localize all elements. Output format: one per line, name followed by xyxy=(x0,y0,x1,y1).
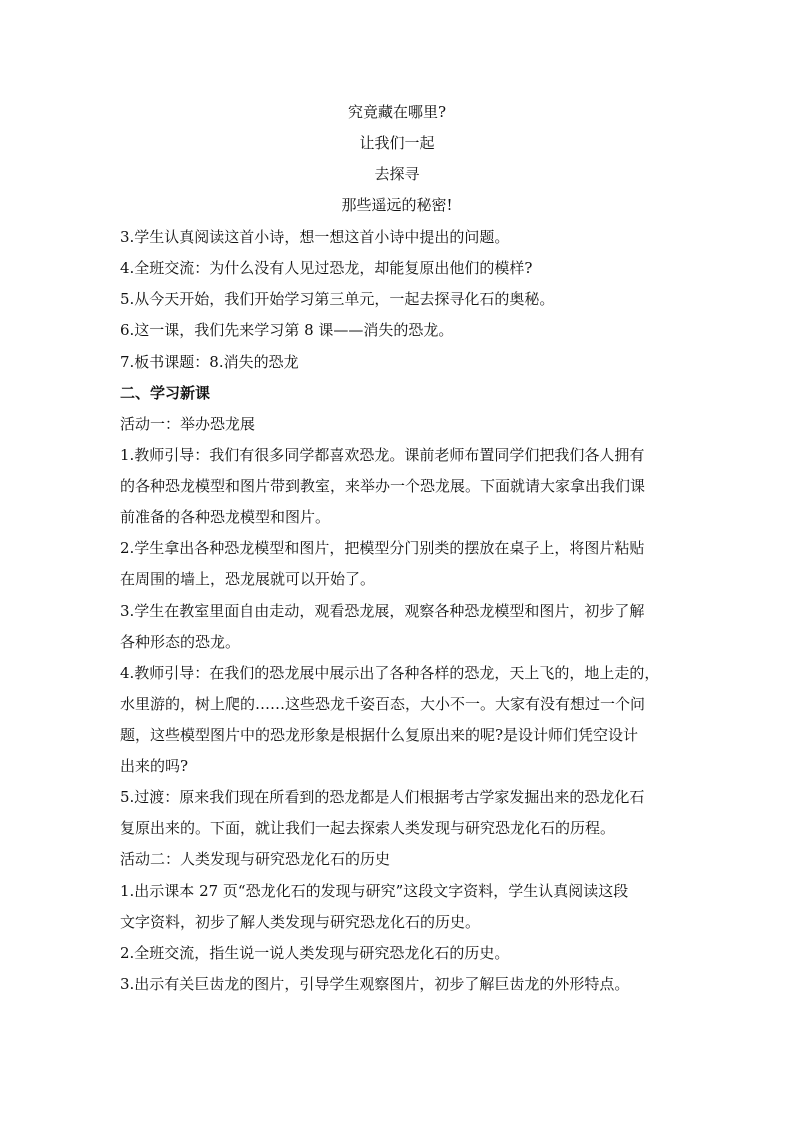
intro-step-5: 5.从今天开始，我们开始学习第三单元，一起去探寻化石的奥秘。 xyxy=(120,290,555,308)
activity2-line-4: 3.出示有关巨齿龙的图片，引导学生观察图片，初步了解巨齿龙的外形特点。 xyxy=(120,975,630,993)
activity-title: 活动二：人类发现与研究恐龙化石的历史 xyxy=(120,850,391,868)
activity1-line-8: 4.教师引导：在我们的恐龙展中展示出了各种各样的恐龙，天上飞的，地上走的， xyxy=(120,664,660,682)
activity2-line-3: 2.全班交流，指生说一说人类发现与研究恐龙化石的历史。 xyxy=(120,944,510,962)
activity1-line-5: 在周围的墙上，恐龙展就可以开始了。 xyxy=(120,570,376,588)
intro-step-6: 6.这一课，我们先来学习第 8 课——消失的恐龙。 xyxy=(120,321,454,339)
poem-line-4: 那些遥远的秘密! xyxy=(341,196,453,214)
activity1-line-4: 2.学生拿出各种恐龙模型和图片，把模型分门别类的摆放在桌子上，将图片粘贴 xyxy=(120,539,645,557)
activity1-line-10: 题，这些模型图片中的恐龙形象是根据什么复原出来的呢?是设计师们凭空设计 xyxy=(120,726,639,744)
activity1-line-6: 3.学生在教室里面自由走动，观看恐龙展，观察各种恐龙模型和图片，初步了解 xyxy=(120,602,645,620)
poem-line-2: 让我们一起 xyxy=(359,134,435,152)
section-heading: 二、学习新课 xyxy=(120,384,211,402)
poem-line-1: 究竟藏在哪里? xyxy=(347,103,447,121)
activity1-line-13: 复原出来的。下面，就让我们一起去探索人类发现与研究恐龙化石的历程。 xyxy=(120,819,616,837)
intro-step-4: 4.全班交流：为什么没有人见过恐龙，却能复原出他们的模样? xyxy=(120,259,533,277)
activity1-line-9: 水里游的，树上爬的……这些恐龙千姿百态，大小不一。大家有没有想过一个问 xyxy=(120,695,646,713)
intro-step-3: 3.学生认真阅读这首小诗，想一想这首小诗中提出的问题。 xyxy=(120,228,510,246)
activity1-line-7: 各种形态的恐龙。 xyxy=(120,633,241,651)
activity1-line-2: 的各种恐龙模型和图片带到教室，来举办一个恐龙展。下面就请大家拿出我们课 xyxy=(120,477,646,495)
poem-line-3: 去探寻 xyxy=(374,165,420,183)
activity2-line-1: 1.出示课本 27 页“恐龙化石的发现与研究”这段文字资料，学生认真阅读这段 xyxy=(120,882,629,900)
intro-step-7: 7.板书课题：8.消失的恐龙 xyxy=(120,353,299,371)
activity1-line-11: 出来的吗? xyxy=(120,757,189,775)
activity1-line-12: 5.过渡：原来我们现在所看到的恐龙都是人们根据考古学家发掘出来的恐龙化石 xyxy=(120,788,645,806)
activity2-line-2: 文字资料，初步了解人类发现与研究恐龙化石的历史。 xyxy=(120,913,481,931)
activity-title: 活动一：举办恐龙展 xyxy=(120,415,256,433)
activity1-line-3: 前准备的各种恐龙模型和图片。 xyxy=(120,508,331,526)
activity1-line-1: 1.教师引导：我们有很多同学都喜欢恐龙。课前老师布置同学们把我们各人拥有 xyxy=(120,446,645,464)
